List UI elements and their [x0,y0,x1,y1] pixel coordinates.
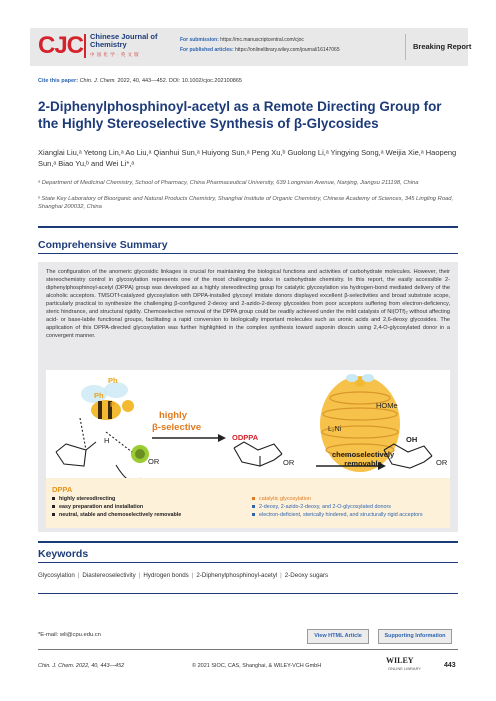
bullet-icon [52,513,55,516]
keyword-separator: | [280,572,282,579]
bullet-icon [52,497,55,500]
page-number: 443 [444,662,456,669]
submission-link[interactable]: https://mc.manuscriptcentral.com/cjoc [220,37,304,43]
publisher-subtitle: ONLINE LIBRARY [388,666,422,671]
journal-subtitle: 中 国 化 学 · 英 文 版 [90,52,140,57]
flower-icon [131,445,149,463]
ga-removal-label-1: chemoselectively [332,450,395,459]
keyword: Hydrogen bonds [143,572,189,579]
logo-divider [84,34,86,58]
section-rule [38,541,458,543]
keyword-separator: | [191,572,194,579]
ga-ph-top: Ph [108,376,118,385]
section-rule [38,593,458,594]
bee-icon-left [81,382,134,420]
header-divider [405,34,406,60]
ga-homeo: HOMe [376,401,398,410]
summary-text: The configuration of the anomeric glycosidic linkages is crucial for maintaining the biological functions and activities of carbohydrate molecules. However, their stereochemistry control in glycosylation represents one of the most challenging tasks in carbohydrate chemistry. In this report, the easily accessible 2-diphenylphosphinoyl-acetyl (DPPA) group was developed as a highly stereodirecting group for catalytic glycosylation via hydrogen-bond mediated delivery of the alcoholic acceptors. TMSOTf-catalyzed glycosylation with DPPA-installed glycosyl imidate donors displayed excellent β-selectivities and broad substrate scope, particularly practical to synthesize the challenging β-configured 2-deoxy and 2-azido-2-deoxy glycosides from poor acceptors suffering from electron-deficiency, steric hindrance, and structural rigidity. Chemoselective removal of the DPPA group could be readily achieved under the mild catalysis of Ni(OTf)₂ without affecting acid- or base-labile functional groups, facilitating a rapid conversion to biologically important molecules such as uronic acids and 2,6-deoxy glycosides. The application of this DPPA-directed glycosylation was further highlighted in the complex synthesis toward saponin dioscin using 2,4-O-glycosylated donor in a convergent manner. [46,269,450,340]
submission-info [180,37,304,43]
journal-name: Chinese Journal of Chemistry [90,32,158,49]
keyword-list [38,572,328,579]
ga-hydrogen: H [104,436,110,445]
bullet-icon [52,505,55,508]
citation-details[interactable]: 2022, 40, 443—452. DOI: 10.1002/cjoc.202100865 [117,78,242,84]
article-type: Breaking Report [413,42,472,51]
citation-journal: Chin. J. Chem. [79,78,116,84]
sugar-ring-left [56,418,141,482]
affiliation-a: ᵃ Department of Medicinal Chemistry, School of Pharmacy, China Pharmaceutical University, 639 Longmian Avenue, Nanjing, Jiangsu 211198, China [38,180,419,186]
feature-text: neutral, stable and chemoselectively removable [59,512,182,518]
ga-removal-label [332,450,394,468]
keyword: Diastereoselectivity [82,572,136,579]
ga-dppa-label: DPPA [52,485,73,494]
sugar-ring-middle [234,442,282,466]
footer-copyright: © 2021 SIOC, CAS, Shanghai, & WILEY-VCH GmbH [192,663,322,669]
section-rule [38,253,458,254]
summary-heading: Comprehensive Summary [38,239,168,251]
ga-or-middle: OR [283,458,295,467]
view-html-button[interactable]: View HTML Article [307,629,369,644]
ga-or-right: OR [436,458,448,467]
ga-odppa: ODPPA [232,433,259,442]
publisher-logo: WILEY [386,656,414,665]
citation-label: Cite this paper: [38,78,79,84]
ga-phosphorus: P [110,400,116,409]
article-title: 2-Diphenylphosphinoyl-acetyl as a Remote Directing Group for the Highly Stereoselective Synthesis of β-Glycosides [38,99,442,131]
section-rule [38,562,458,563]
affiliation-b: ᵇ State Key Laboratory of Bioorganic and Natural Products Chemistry, Shanghai Institute of Organic Chemistry, Chinese Academy of Sciences, 345 Lingling Road, Shanghai 200032, China [38,196,454,210]
keyword: 2-Diphenylphosphinoyl-acetyl [196,572,278,579]
ga-l2ni: L₂Ni [328,426,342,433]
graphical-abstract [46,370,450,528]
section-rule [38,226,458,228]
published-label: For published articles: [180,47,234,53]
ga-or-left: OR [148,457,160,466]
footer-citation: Chin. J. Chem. 2022, 40, 443—452 [38,663,125,669]
journal-logo: CJC [38,32,84,59]
feature-item [52,504,143,510]
keyword: 2-Deoxy sugars [284,572,329,579]
advantage-item [252,504,391,510]
ga-ph-left: Ph [94,391,104,400]
advantage-text: 2-deoxy, 2-azido-2-deoxy, and 2-O-glycosylated donors [259,504,391,510]
keywords-heading: Keywords [38,548,89,560]
author-list: Xianglai Liu,ᵃ Yetong Lin,ᵃ Ao Liu,ᵃ Qianhui Sun,ᵃ Huiyong Sun,ᵃ Peng Xu,ᵇ Guolong Li,ᵃ Yingying Song,ᵃ Weijia Xie,ᵃ Haopeng Sun,ᵃ Biao Yu,ᵇ and Wei Li*,ᵃ [38,148,457,168]
keyword-separator: | [138,572,141,579]
journal-header [30,28,472,66]
ga-arrow-label-2: β-selective [152,422,202,433]
published-link[interactable]: https://onlinelibrary.wiley.com/journal/16147065 [235,47,340,53]
ga-arrow-label-1: highly [159,410,187,421]
advantage-text: catalytic glycosylation [259,496,311,502]
feature-text: highly stereodirecting [59,496,116,502]
ga-oh: OH [406,435,418,444]
published-info [180,47,340,53]
feature-item [52,496,115,502]
ga-features-band [46,478,450,528]
supporting-info-button[interactable]: Supporting Information [378,629,452,644]
feature-item [52,512,181,518]
footer-rule [38,649,458,650]
correspondence-email[interactable]: *E-mail: wli@cpu.edu.cn [38,632,101,638]
advantage-item [252,496,311,502]
ga-removal-label-2: removable [344,459,382,468]
keyword: Glycosylation [38,572,75,579]
bullet-icon [252,497,255,500]
advantage-item [252,512,423,518]
advantage-text: electron-deficient, sterically hindered, and structurally rigid acceptors [259,512,423,518]
reaction-arrow-1 [152,434,226,442]
bullet-icon [252,513,255,516]
keyword-separator: | [77,572,80,579]
submission-label: For submission: [180,37,219,43]
citation-line [38,78,242,84]
feature-text: easy preparation and installation [59,504,144,510]
bullet-icon [252,505,255,508]
